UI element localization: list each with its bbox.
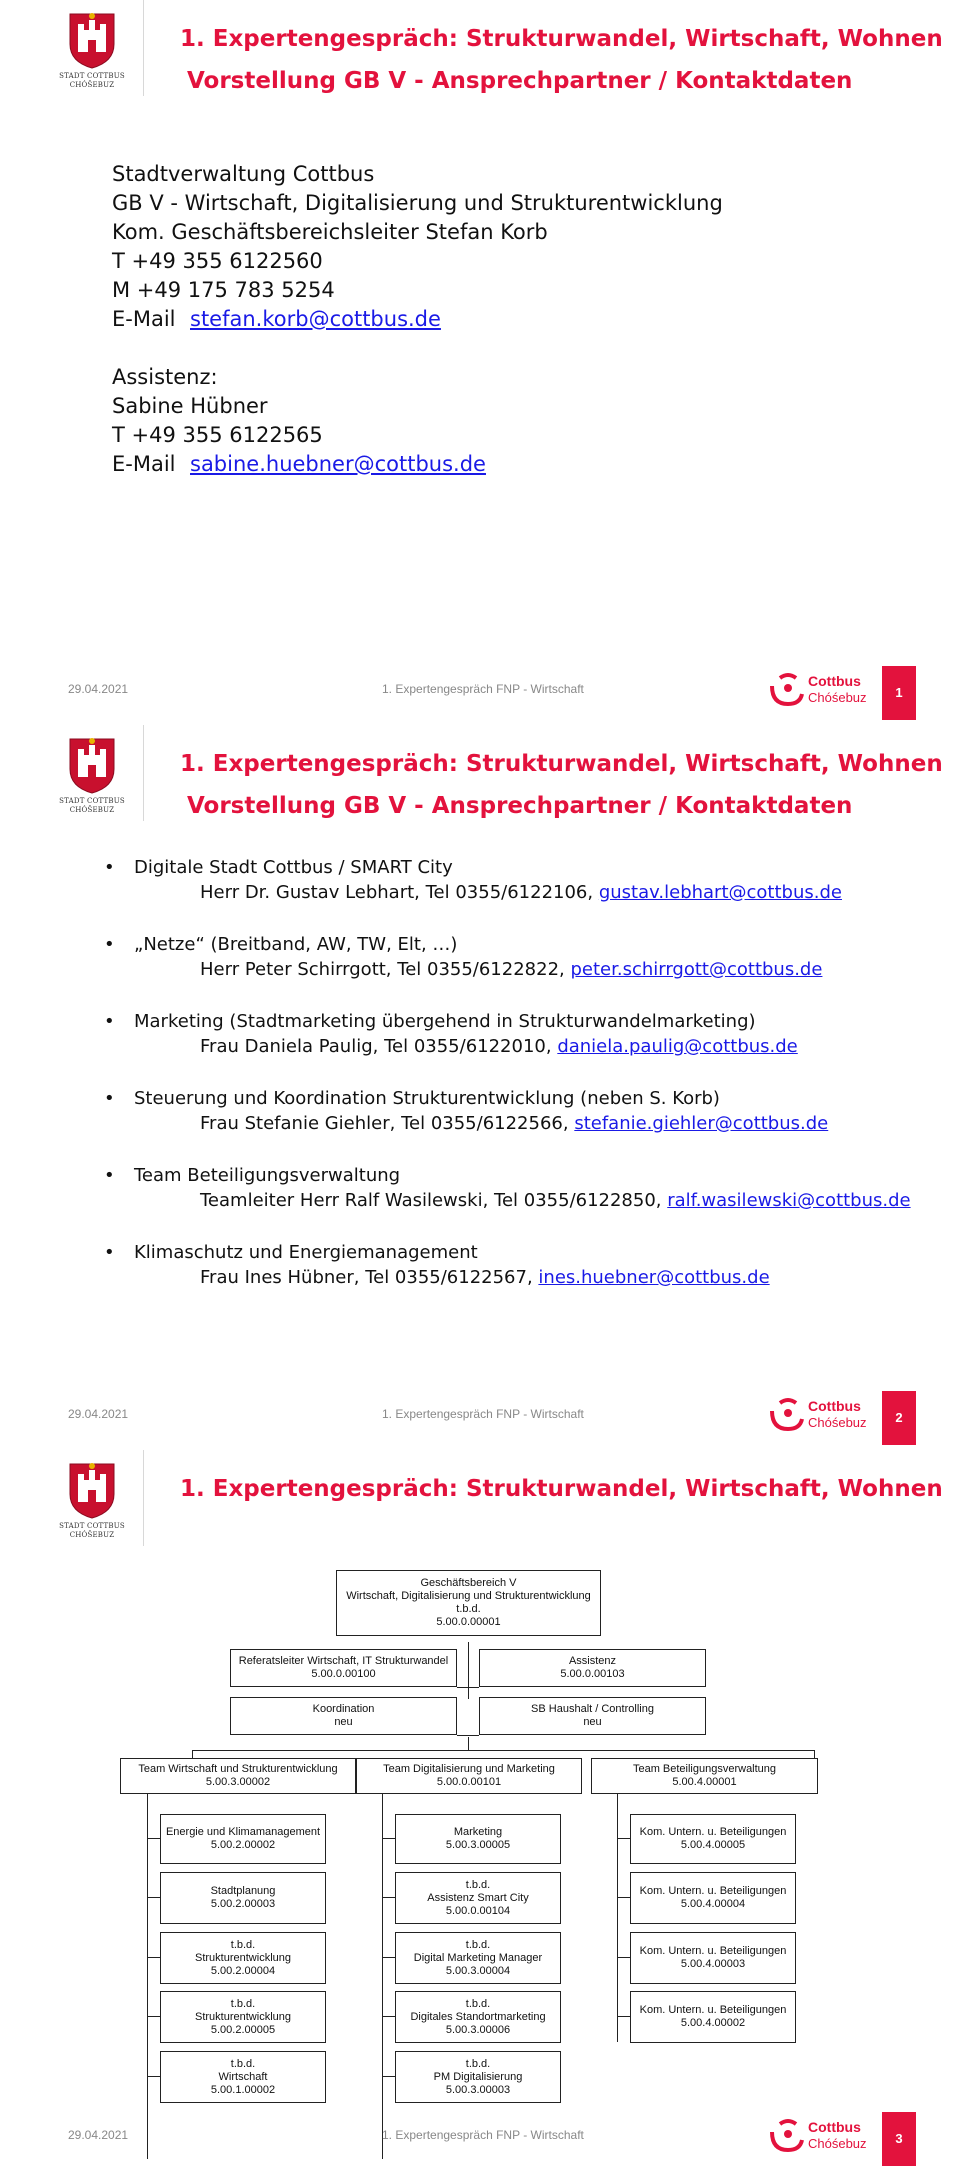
contact-text: Frau Daniela Paulig, Tel 0355/6122010,: [200, 1036, 558, 1057]
assistant-email-row: [112, 450, 723, 479]
org-box-line: t.b.d.: [230, 1997, 256, 2010]
list-item-contact: [104, 957, 924, 982]
org-box-line: Energie und Klimamanagement: [165, 1826, 321, 1838]
org-box-position: [630, 1991, 796, 2043]
city-coat-of-arms-logo: [56, 735, 128, 823]
org-box-position: [160, 1814, 326, 1864]
assistant-phone: T +49 355 6122565: [112, 423, 323, 447]
org-box-line: PM Digitalisierung: [433, 2070, 523, 2083]
org-box-line: Stadtplanung: [210, 1885, 276, 1897]
org-box-line: Kom. Untern. u. Beteiligungen: [639, 1826, 787, 1838]
slide-subtitle: Vorstellung GB V - Ansprechpartner / Kontaktdaten: [187, 68, 853, 94]
org-box-line: 5.00.3.00003: [445, 2083, 511, 2096]
org-box-line: 5.00.4.00001: [672, 1776, 737, 1788]
footer-title: 1. Expertengespräch FNP - Wirtschaft: [382, 682, 584, 696]
org-box-team: [120, 1758, 356, 1794]
list-item-contact: [104, 1111, 924, 1136]
list-item-contact: [104, 1265, 924, 1290]
org-box-line: Strukturentwicklung: [195, 2010, 291, 2023]
org-box-line: neu: [583, 1716, 602, 1728]
bullet-icon: •: [104, 934, 115, 955]
org-box-position: [395, 2051, 561, 2103]
contact-bullet-list: [104, 855, 924, 1317]
list-item-contact: [104, 1034, 924, 1059]
bullet-icon: •: [104, 1242, 115, 1263]
brand-name: Cottbus: [808, 673, 861, 689]
org-box-position: [395, 1932, 561, 1984]
brand-subname: Chóśebuz: [808, 690, 867, 705]
logo-subtext: CHÓŠEBUZ: [69, 1531, 115, 1539]
org-box-position: [160, 2051, 326, 2103]
header-divider: [143, 725, 144, 821]
org-box-line: 5.00.4.00003: [680, 1958, 746, 1970]
brand-subname: Chóśebuz: [808, 2136, 867, 2151]
org-box-line: Team Wirtschaft und Strukturentwicklung: [138, 1763, 338, 1775]
contact-role: Kom. Geschäftsbereichsleiter Stefan Korb: [112, 220, 548, 244]
department: GB V - Wirtschaft, Digitalisierung und Strukturentwicklung: [112, 191, 723, 215]
org-box-line: neu: [334, 1716, 353, 1728]
list-item: [104, 1240, 924, 1290]
footer-date: 29.04.2021: [68, 1407, 129, 1421]
logo-text: STADT COTTBUS: [59, 1522, 125, 1530]
org-box-haushalt-controlling: [479, 1697, 706, 1735]
brand-name: Cottbus: [808, 1398, 861, 1414]
org-box-referatsleiter: [230, 1649, 457, 1687]
org-box-line: Wirtschaft, Digitalisierung und Strukturentwicklung: [346, 1590, 591, 1602]
org-box-line: 5.00.4.00004: [680, 1898, 746, 1910]
org-box-line: 5.00.0.00104: [445, 1904, 511, 1917]
org-box-line: 5.00.0.00103: [560, 1668, 625, 1680]
email-link[interactable]: gustav.lebhart@cottbus.de: [598, 882, 842, 903]
email-link[interactable]: daniela.paulig@cottbus.de: [557, 1036, 798, 1057]
bullet-icon: •: [104, 1011, 115, 1032]
footer-title: 1. Expertengespräch FNP - Wirtschaft: [382, 1407, 584, 1421]
email-link[interactable]: stefanie.giehler@cottbus.de: [574, 1113, 829, 1134]
org-box-position: [395, 1814, 561, 1864]
email-link[interactable]: stefan.korb@cottbus.de: [190, 307, 441, 331]
org-box-line: 5.00.2.00002: [210, 1839, 276, 1851]
email-link[interactable]: peter.schirrgott@cottbus.de: [570, 959, 823, 980]
slide-subtitle: Vorstellung GB V - Ansprechpartner / Kontaktdaten: [187, 793, 853, 819]
list-item: [104, 1009, 924, 1059]
org-box-line: t.b.d.: [456, 1603, 481, 1615]
org-box-line: Marketing: [453, 1826, 503, 1838]
logo-text: STADT COTTBUS: [59, 72, 125, 80]
slide-2: [0, 725, 960, 1450]
cottbus-brand-logo: [766, 2116, 876, 2158]
list-item: [104, 1163, 924, 1213]
org-box-position: [630, 1932, 796, 1984]
logo-subtext: CHÓŠEBUZ: [69, 806, 115, 814]
assistant-name: Sabine Hübner: [112, 394, 268, 418]
org-box-line: 5.00.0.00100: [311, 1668, 376, 1680]
header-divider: [143, 1450, 144, 1546]
org-box-team: [591, 1758, 818, 1794]
brand-subname: Chóśebuz: [808, 1415, 867, 1430]
contact-mobile: M +49 175 783 5254: [112, 278, 335, 302]
org-box-line: 5.00.3.00005: [445, 1839, 511, 1851]
slide-title: 1. Expertengespräch: Strukturwandel, Wirtschaft, Wohnen: [180, 751, 943, 777]
org-box-line: Referatsleiter Wirtschaft, IT Strukturwandel: [238, 1655, 449, 1667]
org-box-line: t.b.d.: [230, 1938, 256, 1951]
org-box-line: Digitales Standortmarketing: [410, 2010, 546, 2023]
list-item: [104, 1086, 924, 1136]
org-box-line: Team Beteiligungsverwaltung: [632, 1763, 777, 1775]
org-box-position: [160, 1991, 326, 2043]
org-box-line: Team Digitalisierung und Marketing: [383, 1763, 555, 1775]
list-item-heading: Team Beteiligungsverwaltung: [134, 1165, 401, 1186]
org-box-line: Koordination: [312, 1703, 375, 1715]
org-box-line: 5.00.2.00005: [210, 2023, 276, 2036]
org-box-position: [160, 1932, 326, 1984]
email-label: E-Mail: [112, 452, 176, 476]
list-item-heading: Digitale Stadt Cottbus / SMART City: [134, 857, 453, 878]
cottbus-brand-logo: [766, 1395, 876, 1437]
coat-of-arms-icon: [56, 1460, 128, 1520]
brand-name: Cottbus: [808, 2119, 861, 2135]
org-box-line: t.b.d.: [465, 1878, 491, 1891]
org-box-line: t.b.d.: [465, 1997, 491, 2010]
org-box-position: [630, 1814, 796, 1864]
org-box-line: Digital Marketing Manager: [413, 1951, 543, 1964]
bullet-icon: •: [104, 857, 115, 878]
contact-email-row: [112, 305, 723, 334]
org-box-line: Kom. Untern. u. Beteiligungen: [639, 1945, 787, 1957]
org-box-position: [630, 1872, 796, 1924]
cottbus-smile-icon: [766, 1395, 806, 1435]
slide-title: 1. Expertengespräch: Strukturwandel, Wirtschaft, Wohnen: [180, 26, 943, 52]
contact-block: [112, 160, 723, 479]
list-item: [104, 932, 924, 982]
contact-text: Herr Dr. Gustav Lebhart, Tel 0355/6122106,: [200, 882, 599, 903]
org-box-line: 5.00.0.00101: [436, 1776, 502, 1788]
org-box-line: t.b.d.: [465, 2057, 491, 2070]
page-number: 3: [882, 2112, 916, 2166]
city-coat-of-arms-logo: [56, 10, 128, 98]
org-box-line: Kom. Untern. u. Beteiligungen: [639, 2004, 787, 2016]
coat-of-arms-icon: [56, 735, 128, 795]
contact-text: Herr Peter Schirrgott, Tel 0355/6122822,: [200, 959, 571, 980]
list-item-contact: [104, 1188, 924, 1213]
bullet-icon: •: [104, 1165, 115, 1186]
org-box-team: [356, 1758, 582, 1794]
org-box-line: t.b.d.: [465, 1938, 491, 1951]
contact-text: Frau Ines Hübner, Tel 0355/6122567,: [200, 1267, 539, 1288]
org-box-line: Strukturentwicklung: [195, 1951, 291, 1964]
cottbus-brand-logo: [766, 670, 876, 712]
list-item-heading: Marketing (Stadtmarketing übergehend in Strukturwandelmarketing): [134, 1011, 756, 1032]
slide-title: 1. Expertengespräch: Strukturwandel, Wirtschaft, Wohnen: [180, 1476, 943, 1502]
page-number: 1: [882, 666, 916, 720]
email-link[interactable]: sabine.huebner@cottbus.de: [190, 452, 486, 476]
email-link[interactable]: ralf.wasilewski@cottbus.de: [667, 1190, 911, 1211]
bullet-icon: •: [104, 1088, 115, 1109]
city-coat-of-arms-logo: [56, 1460, 128, 1548]
org-box-line: 5.00.0.00001: [436, 1616, 501, 1628]
org-box-line: t.b.d.: [230, 2057, 256, 2070]
org-box-koordination: [230, 1697, 457, 1735]
email-label: E-Mail: [112, 307, 176, 331]
list-item: [104, 855, 924, 905]
contact-text: Teamleiter Herr Ralf Wasilewski, Tel 0355/6122850,: [200, 1190, 668, 1211]
org-box-line: Assistenz Smart City: [427, 1891, 529, 1904]
footer-title: 1. Expertengespräch FNP - Wirtschaft: [382, 2128, 584, 2142]
coat-of-arms-icon: [56, 10, 128, 70]
org-box-line: 5.00.4.00005: [680, 1839, 746, 1851]
list-item-heading: Steuerung und Koordination Strukturentwicklung (neben S. Korb): [134, 1088, 720, 1109]
org-box-line: 5.00.2.00004: [210, 1964, 276, 1977]
org-box-line: Kom. Untern. u. Beteiligungen: [639, 1885, 787, 1897]
org-box-assistenz: [479, 1649, 706, 1687]
assistant-label: Assistenz:: [112, 365, 218, 389]
org-box-line: SB Haushalt / Controlling: [531, 1703, 654, 1715]
list-item-heading: Klimaschutz und Energiemanagement: [134, 1242, 478, 1263]
org-box-position: [395, 1991, 561, 2043]
org-name: Stadtverwaltung Cottbus: [112, 162, 375, 186]
org-box-line: 5.00.4.00002: [680, 2017, 746, 2029]
org-box-line: 5.00.3.00006: [445, 2023, 511, 2036]
footer-date: 29.04.2021: [68, 682, 129, 696]
org-box-line: Assistenz: [568, 1655, 617, 1667]
logo-subtext: CHÓŠEBUZ: [69, 81, 115, 89]
list-item-contact: [104, 880, 924, 905]
footer-date: 29.04.2021: [68, 2128, 129, 2142]
org-box-position: [395, 1872, 561, 1924]
email-link[interactable]: ines.huebner@cottbus.de: [538, 1267, 770, 1288]
slide-1: [0, 0, 960, 725]
org-box-position: [160, 1872, 326, 1924]
header-divider: [143, 0, 144, 96]
list-item-heading: „Netze“ (Breitband, AW, TW, Elt, …): [134, 934, 458, 955]
logo-text: STADT COTTBUS: [59, 797, 125, 805]
cottbus-smile-icon: [766, 2116, 806, 2156]
org-box-line: 5.00.2.00003: [210, 1898, 276, 1910]
contact-phone: T +49 355 6122560: [112, 249, 323, 273]
org-box-line: 5.00.3.00002: [205, 1776, 271, 1788]
contact-text: Frau Stefanie Giehler, Tel 0355/6122566,: [200, 1113, 575, 1134]
org-box-line: Wirtschaft: [218, 2070, 268, 2083]
page-number: 2: [882, 1391, 916, 1445]
org-box-line: 5.00.3.00004: [445, 1964, 511, 1977]
org-box-line: Geschäftsbereich V: [420, 1577, 517, 1589]
slide-3: [0, 1450, 960, 2170]
org-box-department-head: [336, 1570, 601, 1636]
cottbus-smile-icon: [766, 670, 806, 710]
org-box-line: 5.00.1.00002: [210, 2083, 276, 2096]
